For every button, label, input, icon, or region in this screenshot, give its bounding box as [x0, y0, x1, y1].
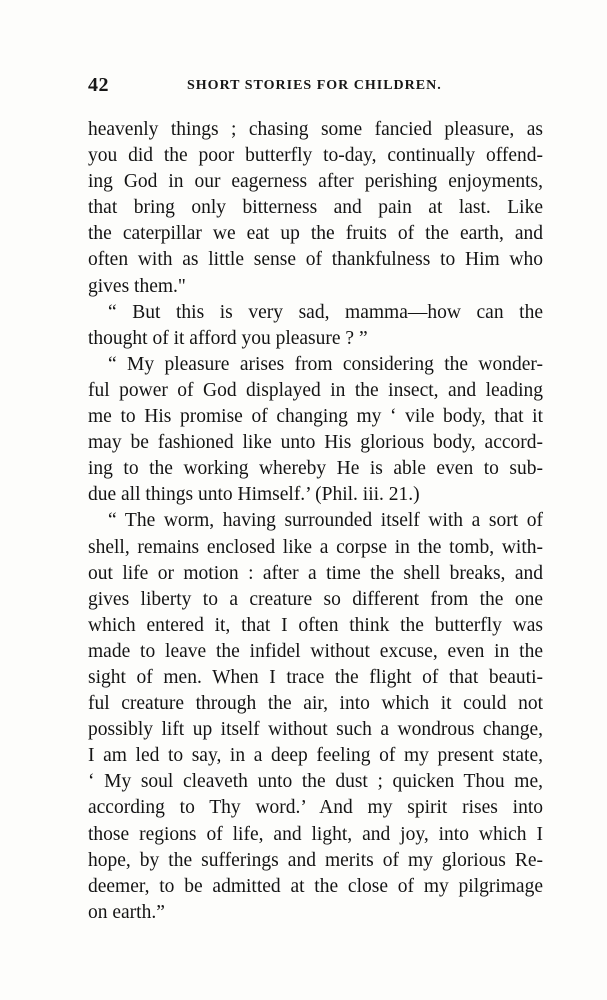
text-line: shell, remains enclosed like a corpse in the tomb, with-	[88, 536, 543, 558]
text-line: thought of it afford you pleasure ? ”	[88, 327, 368, 349]
text-line: may be fashioned like unto His glorious body, accord-	[88, 432, 543, 454]
text-line: hope, by the sufferings and merits of my glorious Re-	[88, 849, 543, 871]
text-line: “ My pleasure arises from considering the wonder-	[108, 353, 543, 375]
text-line: gives liberty to a creature so different from the one	[88, 588, 543, 610]
text-line: me to His promise of changing my ‘ vile body, that it	[88, 406, 543, 428]
text-line: I am led to say, in a deep feeling of my present state,	[88, 745, 543, 767]
text-line: the caterpillar we eat up the fruits of the earth, and	[88, 223, 543, 245]
text-line: ing God in our eagerness after perishing enjoyments,	[88, 171, 543, 193]
page-header	[88, 74, 543, 102]
text-line: on earth.”	[88, 901, 165, 923]
text-line: you did the poor butterfly to-day, continually offend-	[88, 145, 543, 167]
text-line: made to leave the infidel without excuse, even in the	[88, 640, 543, 662]
text-line: that bring only bitterness and pain at last. Like	[88, 197, 543, 219]
text-line: “ But this is very sad, mamma—how can the	[108, 301, 543, 323]
text-line: possibly lift up itself without such a wondrous change,	[88, 719, 543, 741]
text-line: due all things unto Himself.’ (Phil. iii. 21.)	[88, 484, 420, 506]
text-line: heavenly things ; chasing some fancied pleasure, as	[88, 119, 543, 140]
text-line: deemer, to be admitted at the close of my pilgrimage	[88, 875, 543, 897]
text-line: out life or motion : after a time the shell breaks, and	[88, 562, 543, 584]
text-line: which entered it, that I often think the butterfly was	[88, 614, 543, 636]
running-title: SHORT STORIES FOR CHILDREN.	[187, 78, 442, 93]
text-line: ful power of God displayed in the insect, and leading	[88, 379, 543, 401]
text-line: according to Thy word.’ And my spirit rises into	[88, 797, 543, 819]
text-line: sight of men. When I trace the flight of that beauti-	[88, 666, 543, 688]
body-text	[88, 117, 543, 926]
text-line: those regions of life, and light, and joy, into which I	[88, 823, 543, 845]
text-line: ing to the working whereby He is able even to sub-	[88, 458, 543, 480]
text-line: ful creature through the air, into which it could not	[88, 693, 543, 715]
text-line: gives them."	[88, 275, 186, 297]
text-line: often with as little sense of thankfulness to Him who	[88, 249, 543, 271]
text-line: ‘ My soul cleaveth unto the dust ; quicken Thou me,	[88, 771, 543, 793]
text-line: “ The worm, having surrounded itself with a sort of	[108, 510, 543, 532]
page-number: 42	[88, 74, 109, 96]
